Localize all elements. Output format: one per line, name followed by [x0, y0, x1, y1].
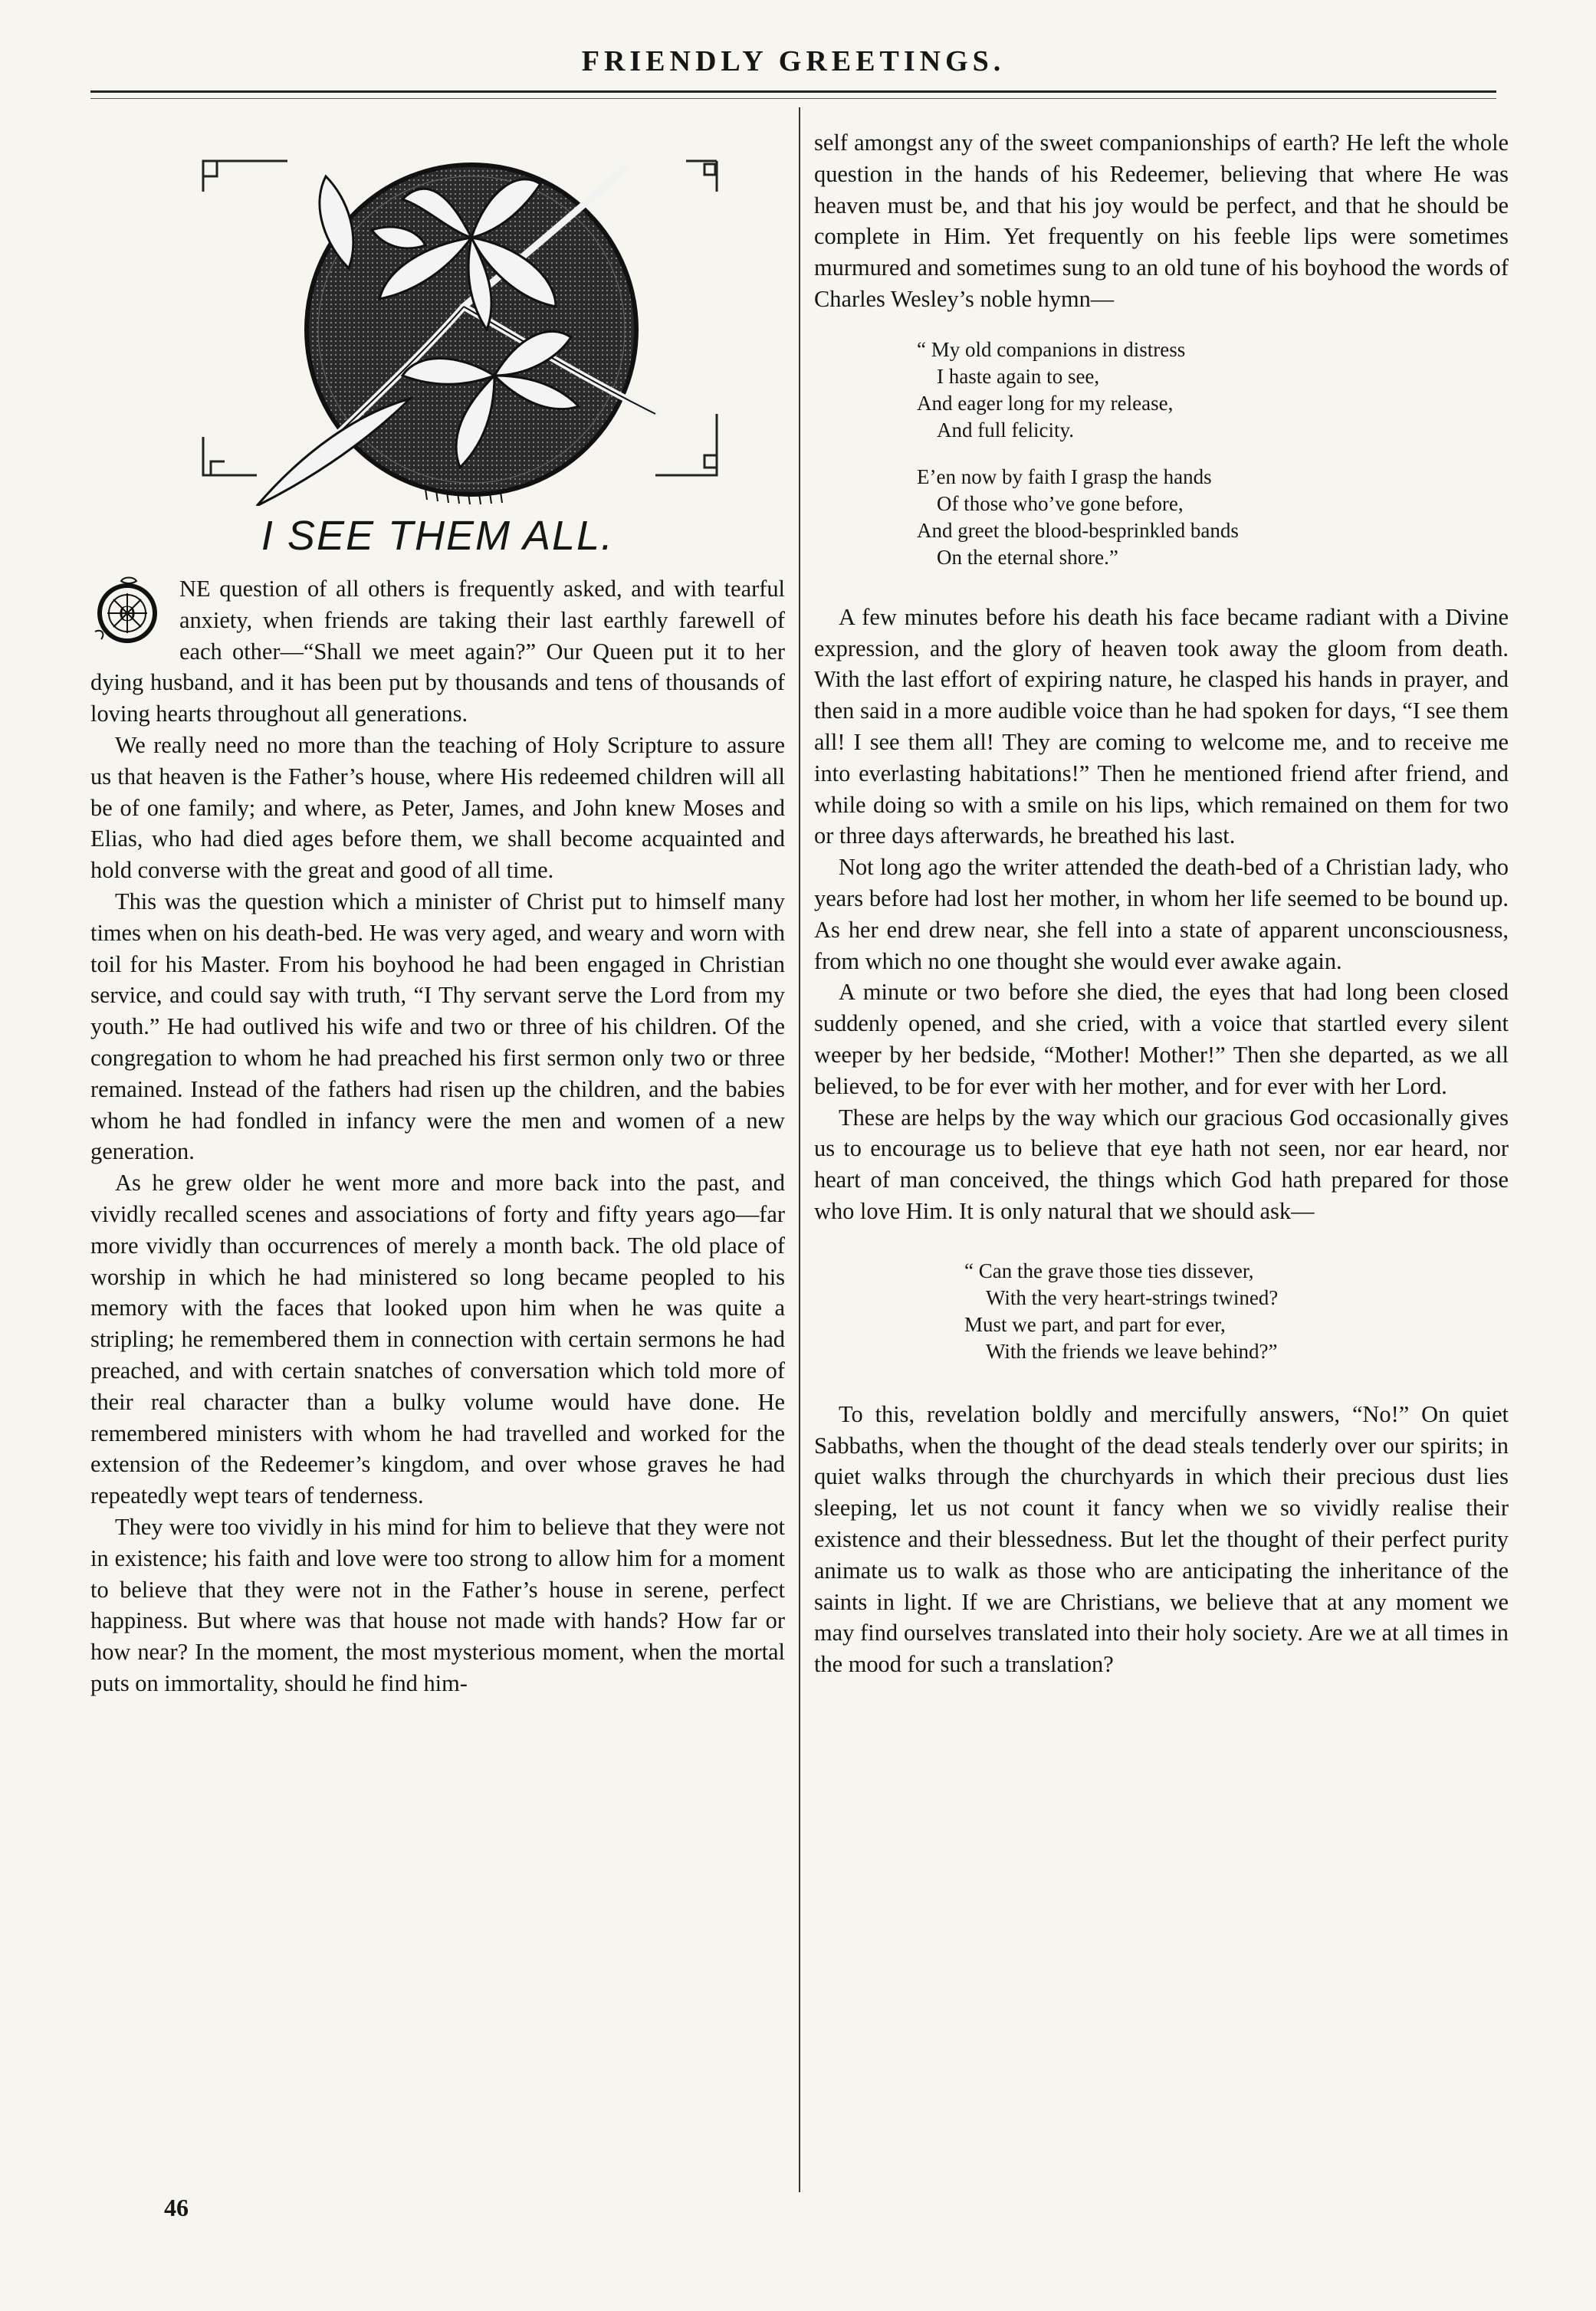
- paragraph: Not long ago the writer attended the death-bed of a Christian lady, who years before had lost her mother, in whom her life seemed to be bound up. As her end drew near, she fell into a state of apparent unconsciousness, from which no one thought she would ever awake again.: [814, 854, 1509, 974]
- header-rule-thin: [90, 98, 1496, 99]
- paragraph: We really need no more than the teaching of Holy Scripture to assure us that heaven is the Father’s house, where His redeemed children will all be of one family; and where, as Peter, James, and John knew Moses and Elias, who had died ages before them, we shall become acquainted and hold converse with the great and good of all time.: [90, 731, 785, 884]
- page-number: 46: [164, 2194, 189, 2221]
- hymn-stanza: [814, 336, 1509, 444]
- paragraph: A few minutes before his death his face became radiant with a Divine expression, and the glory of heaven took away the gloom from death. With the last effort of expiring nature, he clasped his hands in prayer, and then said in a more audible voice than he had spoken for days, “I see them all! I see them all! They are coming to welcome me, and to receive me into everlasting habitations!” Then he mentioned friend after friend, and while doing so with a smile on his lips, which remained on them for two or three days afterwards, he breathed his last.: [814, 603, 1509, 849]
- paragraph: This was the question which a minister of Christ put to himself many times when on his death-bed. He was very aged, and weary and worn with toil for his Master. From his boyhood he had been engaged in Christian service, and could say with truth, “I Thy servant serve the Lord from my youth.” He had outlived his wife and two or three of his children. Of the congregation to whom he had preached his first sermon only two or three remained. Instead of the fathers had risen up the children, and the babies whom he had fondled in infancy were the men and women of a new generation.: [90, 888, 785, 1165]
- paragraph: These are helps by the way which our gracious God occasionally gives us to encourage us to believe that eye hath not seen, nor ear heard, nor heart of man conceived, the things which God hath prepared for those who love Him. It is only natural that we should ask—: [814, 1104, 1509, 1224]
- column-divider: [799, 107, 800, 2192]
- story-title: I SEE THEM ALL.: [261, 513, 615, 559]
- hymn-quote: [814, 336, 1509, 571]
- opening-word: NE: [179, 576, 211, 602]
- paragraph: They were too vividly in his mind for him to believe that they were not in existence; his faith and love were too strong to allow him for a moment to believe that they were not in the Father’s house in serene, perfect happiness. But where was that house not made with hands? How far or how near? In the moment, the most mysterious moment, when the mortal puts on immortality, should he find him-: [90, 1513, 785, 1696]
- running-header: FRIENDLY GREETINGS.: [581, 45, 1006, 77]
- paragraph: As he grew older he went more and more back into the past, and vividly recalled scenes and associations of forty and fifty years ago—far more vividly than occurrences of merely a month back. The old place of worship in which he had ministered so long became peopled to his memory with the faces that looked upon him when he was quite a stripling; he remembered them in connection with certain sermons he had preached, and with certain snatches of conversation which told more of their real character than a bulky volume would have done. He remembered ministers with whom he had travelled and worked for the extension of the Redeemer’s kingdom, and over whose graves he had repeatedly wept tears of tenderness.: [90, 1170, 785, 1509]
- verse-line: Must we part, and part for ever,: [964, 1312, 1226, 1336]
- left-column: [90, 573, 785, 1699]
- svg-text:O: O: [119, 601, 136, 626]
- verse-line: On the eternal shore.”: [937, 545, 1118, 569]
- header-rule-thick: [90, 90, 1496, 93]
- paragraph: A minute or two before she died, the eyes that had long been closed suddenly opened, and she cried, with a voice that startled every silent weeper by her bedside, “Mother! Mother!” Then she departed, as we all believed, to be for ever with her mother, and for ever with her Lord.: [814, 979, 1509, 1099]
- verse-quote: [814, 1258, 1509, 1365]
- verse-line: “ My old companions in distress: [917, 337, 1186, 361]
- paragraph: O NE question of all others is frequently asked, and with tearful anxiety, when friends are taking their last earthly farewell of each other—“Shall we meet again?” Our Queen put it to her dying husband, and it has been put by thousands and tens of thousands of loving hearts throughout all generations.: [90, 576, 785, 727]
- verse-line: With the very heart-strings twined?: [986, 1285, 1279, 1309]
- verse-line: And full felicity.: [937, 418, 1074, 442]
- verse-line: With the friends we leave behind?”: [986, 1339, 1278, 1363]
- verse-line: “ Can the grave those ties dissever,: [964, 1259, 1254, 1282]
- verse-line: And greet the blood-besprinkled bands: [917, 518, 1239, 542]
- ornamental-dropcap-icon: [90, 576, 170, 647]
- verse-line: E’en now by faith I grasp the hands: [917, 464, 1212, 488]
- lily-vignette-illustration: [195, 146, 724, 506]
- right-column: [814, 127, 1509, 1680]
- hymn-stanza: [814, 464, 1509, 571]
- verse-line: I haste again to see,: [937, 364, 1100, 388]
- verse-line: Of those who’ve gone before,: [937, 491, 1184, 515]
- paragraph: To this, revelation boldly and mercifully answers, “No!” On quiet Sabbaths, when the thought of the dead steals tenderly over our spirits; in quiet walks through the churchyards in which their precious dust lies sleeping, let us not count it fancy when we so vividly realise their existence and their blessedness. But let the thought of their perfect purity animate us to walk as those who are anticipating the inheritance of the saints in light. If we are Christians, we believe that at any moment we may find ourselves translated into their holy society. Are we at all times in the mood for such a translation?: [814, 1400, 1509, 1678]
- verse-line: And eager long for my release,: [917, 391, 1174, 415]
- paragraph: self amongst any of the sweet companionships of earth? He left the whole question in the hands of his Redeemer, believing that where He was heaven must be, and that his joy would be perfect, and that he should be complete in Him. Yet frequently on his feeble lips were sometimes murmured and sometimes sung to an old tune of his boyhood the words of Charles Wesley’s noble hymn—: [814, 130, 1509, 312]
